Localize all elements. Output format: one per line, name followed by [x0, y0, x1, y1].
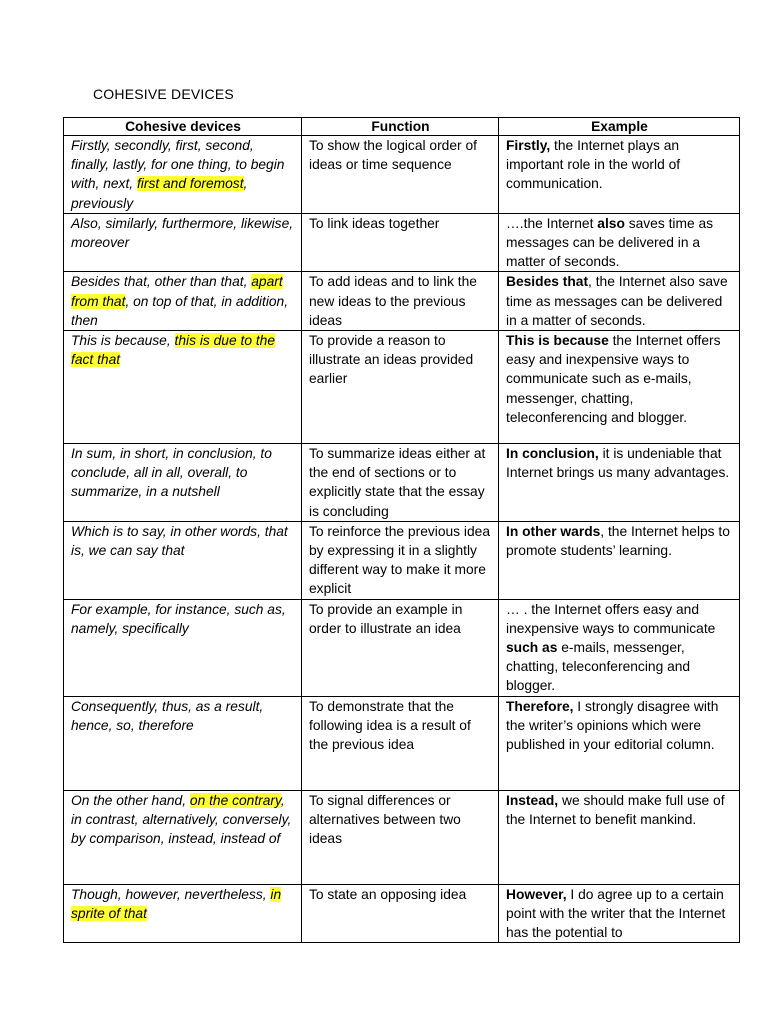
function-cell: To link ideas together: [302, 213, 499, 272]
cohesive-devices-cell: [64, 599, 302, 696]
example-keyword: such as: [506, 640, 558, 656]
table-row: [64, 331, 740, 444]
example-text: e-mails, messenger, chatting, teleconferencing and blogger.: [506, 640, 691, 694]
cohesive-devices-cell: [64, 444, 302, 522]
device-text: Though, however, nevertheless,: [71, 886, 271, 902]
table-row: [64, 136, 740, 214]
example-cell: [499, 696, 740, 790]
cohesive-devices-cell: [64, 213, 302, 272]
example-keyword: Therefore,: [506, 698, 574, 714]
header-cohesive-devices: Cohesive devices: [64, 118, 302, 136]
example-keyword: Instead,: [506, 792, 559, 808]
device-text: Firstly, secondly, first, second, finally, lastly, for one thing, to begin with, next,: [71, 138, 285, 192]
example-cell: [499, 136, 740, 214]
table-row: [64, 521, 740, 599]
cohesive-devices-cell: [64, 136, 302, 214]
example-cell: [499, 599, 740, 696]
table-row: [64, 884, 740, 943]
example-text: , the Internet also save time as messages can be delivered in a matter of seconds.: [506, 274, 728, 328]
highlighted-text: in sprite of that: [71, 886, 282, 921]
header-function: Function: [302, 118, 499, 136]
highlighted-text: this is due to the fact that: [71, 333, 276, 368]
table-row: [64, 213, 740, 272]
cohesive-devices-cell: [64, 696, 302, 790]
function-cell: To show the logical order of ideas or time sequence: [302, 136, 499, 214]
example-text: the Internet offers easy and inexpensive ways to communicate such as e-mails, messenger, chatting, teleconferencing and blogger.: [506, 333, 721, 425]
cohesive-devices-cell: [64, 790, 302, 884]
device-text: , in contrast, alternatively, conversely, by comparison, instead, instead of: [71, 792, 292, 847]
example-cell: [499, 884, 740, 943]
cohesive-devices-cell: [64, 521, 302, 599]
function-cell: To state an opposing idea: [302, 884, 499, 943]
example-cell: [499, 790, 740, 884]
function-cell: To reinforce the previous idea by expressing it in a slightly different way to make it more explicit: [302, 521, 499, 599]
example-text: the Internet plays an important role in the world of communication.: [506, 138, 681, 192]
table-row: [64, 790, 740, 884]
example-text: we should make full use of the Internet to benefit mankind.: [506, 792, 725, 827]
device-text: In sum, in short, in conclusion, to conclude, all in all, overall, to summarize, in a nutshell: [71, 446, 272, 500]
example-keyword: Firstly,: [506, 138, 551, 153]
example-keyword: However,: [506, 886, 567, 902]
table-header-row: [64, 118, 740, 136]
device-text: On the other hand,: [71, 792, 190, 808]
function-cell: To demonstrate that the following idea is a result of the previous idea: [302, 696, 499, 790]
cohesive-devices-table: [63, 117, 740, 943]
device-text: Also, similarly, furthermore, likewise, moreover: [71, 215, 294, 251]
device-text: Which is to say, in other words, that is, we can say that: [71, 523, 288, 559]
table-row: [64, 272, 740, 331]
table-row: [64, 599, 740, 696]
table-row: [64, 696, 740, 790]
cohesive-devices-cell: [64, 331, 302, 444]
example-text: ….the Internet: [506, 215, 598, 231]
example-text: I do agree up to a certain point with the writer that the Internet has the potential to: [506, 886, 726, 941]
function-cell: To signal differences or alternatives between two ideas: [302, 790, 499, 884]
example-cell: [499, 272, 740, 331]
cohesive-devices-cell: [64, 272, 302, 331]
device-text: Besides that, other than that,: [71, 274, 252, 290]
highlighted-text: apart from that: [71, 274, 283, 309]
example-text: I strongly disagree with the writer’s opinions which were published in your editorial column.: [506, 698, 719, 753]
device-text: Consequently, thus, as a result, hence, so, therefore: [71, 698, 264, 733]
function-cell: To provide a reason to illustrate an ideas provided earlier: [302, 331, 499, 444]
example-keyword: In other wards: [506, 523, 601, 539]
table-row: [64, 444, 740, 522]
example-keyword: also: [597, 215, 625, 231]
highlighted-text: on the contrary: [189, 792, 281, 808]
function-cell: To summarize ideas either at the end of sections or to explicitly state that the essay is concluding: [302, 444, 499, 522]
function-cell: To provide an example in order to illustrate an idea: [302, 599, 499, 696]
example-keyword: Besides that: [506, 274, 589, 290]
cohesive-devices-cell: [64, 884, 302, 943]
header-example: Example: [499, 118, 740, 136]
highlighted-text: first and foremost: [136, 176, 244, 192]
example-text: … . the Internet offers easy and inexpensive ways to communicate: [506, 601, 716, 636]
example-keyword: This is because: [506, 333, 609, 349]
example-cell: [499, 213, 740, 272]
example-cell: [499, 444, 740, 522]
example-text: it is undeniable that Internet brings us many advantages.: [506, 446, 730, 481]
example-text: , the Internet helps to promote students’ learning.: [506, 523, 730, 559]
device-text: For example, for instance, such as, namely, specifically: [71, 601, 286, 636]
function-cell: To add ideas and to link the new ideas to the previous ideas: [302, 272, 499, 331]
device-text: , previously: [71, 176, 248, 211]
example-keyword: In conclusion,: [506, 446, 599, 462]
example-cell: [499, 521, 740, 599]
device-text: This is because,: [71, 333, 175, 349]
example-cell: [499, 331, 740, 444]
example-text: saves time as messages can be delivered in a matter of seconds.: [506, 215, 714, 270]
device-text: , on top of that, in addition, then: [71, 293, 289, 328]
document-title: COHESIVE DEVICES: [93, 86, 234, 102]
